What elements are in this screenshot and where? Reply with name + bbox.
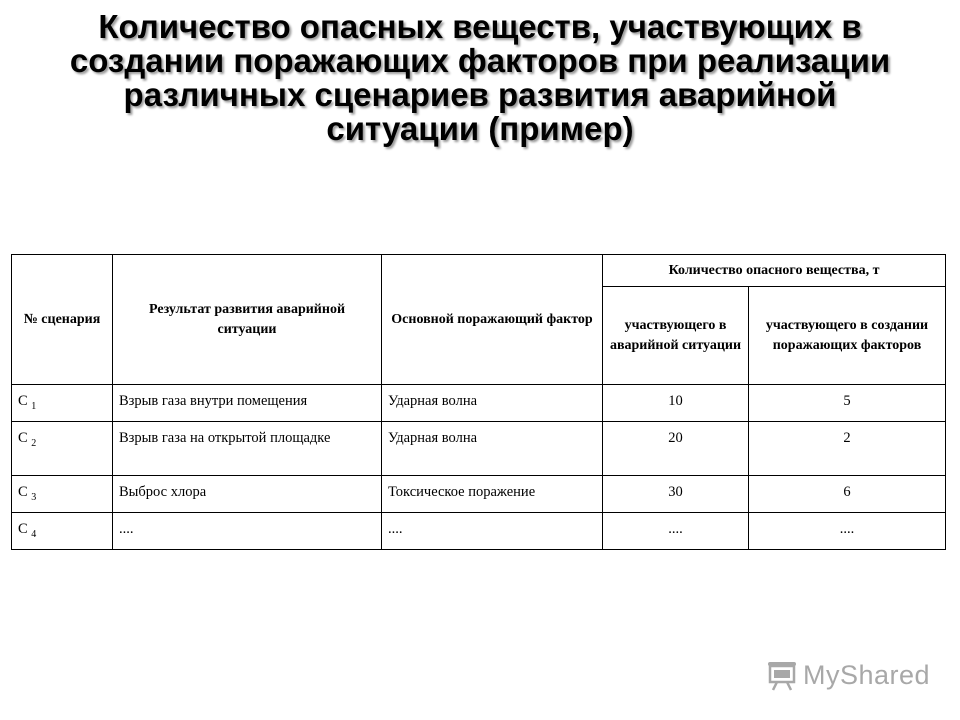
watermark-text: MyShared [803,659,931,690]
quantity-factors-cell: 6 [749,475,946,512]
scenario-table [11,254,946,550]
header-result: Результат развития аварийной ситуации [113,255,382,385]
scenario-id-cell: С $_3$ [12,475,113,512]
table-row [12,475,946,512]
quantity-accident-cell: 30 [603,475,749,512]
quantity-accident-cell: 10 [603,385,749,422]
factor-cell: Токсическое поражение [382,475,603,512]
title-line-1: Количество опасных веществ, участвующих в [98,8,862,45]
header-in-accident: участвующего в аварийной ситуации [603,287,749,385]
quantity-accident-cell: .... [603,512,749,549]
header-quantity: Количество опасного вещества, т [603,255,946,287]
table-row [12,512,946,549]
projector-screen-icon [765,658,799,692]
result-cell: Взрыв газа внутри помещения [113,385,382,422]
factor-cell: Ударная волна [382,421,603,475]
quantity-factors-cell: 5 [749,385,946,422]
result-cell: .... [113,512,382,549]
header-in-factors: участвующего в создании поражающих факторов [749,287,946,385]
table-row [12,421,946,475]
factor-cell: Ударная волна [382,385,603,422]
title-line-4: ситуации (пример) [326,110,634,147]
table-row [12,385,946,422]
factor-cell: .... [382,512,603,549]
slide-title [0,10,960,146]
scenario-id-cell: С $_2$ [12,421,113,475]
title-line-2: создании поражающих факторов при реализации [69,42,891,79]
quantity-factors-cell: .... [749,512,946,549]
watermark-logo [765,656,930,694]
title-line-3: различных сценариев развития аварийной [123,76,837,113]
scenario-id-cell: С $_1$ [12,385,113,422]
result-cell: Выброс хлора [113,475,382,512]
result-cell: Взрыв газа на открытой площадке [113,421,382,475]
quantity-factors-cell: 2 [749,421,946,475]
scenario-id-cell: С $_4$ [12,512,113,549]
header-factor: Основной поражающий фактор [382,255,603,385]
quantity-accident-cell: 20 [603,421,749,475]
header-scenario: № сценария [12,255,113,385]
